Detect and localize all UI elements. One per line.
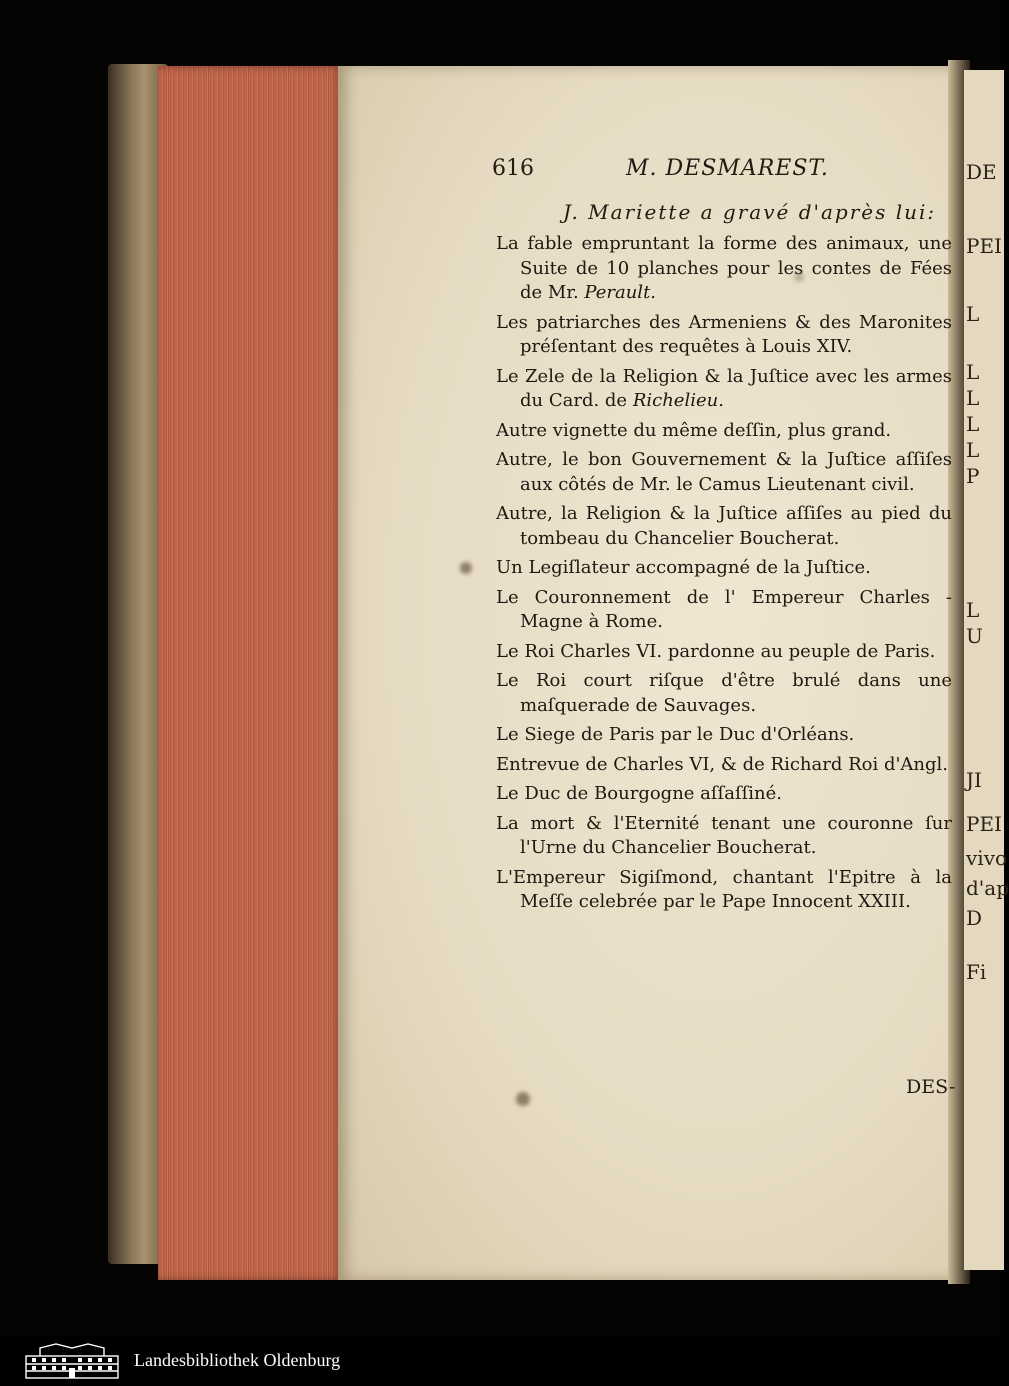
- engraving-entry: [496, 419, 952, 444]
- facing-page-text: JI: [966, 768, 982, 792]
- entry-text: Autre vignette du même deſſin, plus grand.: [496, 419, 892, 441]
- facing-page-text: L: [966, 360, 980, 384]
- entry-italic-name: Richelieu.: [632, 390, 724, 411]
- entry-text: Les patriarches des Armeniens & des Maronites préſentant des requêtes à Louis XIV.: [496, 311, 952, 357]
- engraving-entry: [496, 365, 952, 414]
- engraving-entry: [496, 556, 952, 581]
- page-number: 616: [492, 156, 534, 181]
- entry-text: Un Legiſlateur accompagné de la Juſtice.: [496, 557, 871, 578]
- entry-text: Le Siege de Paris par le Duc d'Orléans.: [496, 724, 855, 745]
- entry-text: Le Zele de la Religion & la Juſtice avec les armes du Card. de: [496, 365, 952, 411]
- entry-text: Le Duc de Bourgogne aſſaſſiné.: [496, 783, 782, 804]
- entry-text: La mort & l'Eternité tenant une couronne ſur l'Urne du Chancelier Boucherat.: [496, 812, 952, 858]
- facing-page-text: L: [966, 386, 980, 410]
- engraving-entry: [496, 311, 952, 360]
- entry-italic-name: Perault.: [584, 282, 657, 303]
- catchword: DES-: [906, 1076, 956, 1098]
- engraving-entry: [496, 232, 952, 306]
- entry-text: Entrevue de Charles VI, & de Richard Roi d'Angl.: [496, 753, 949, 775]
- facing-page-text: PEI: [966, 812, 1002, 836]
- footer-bar: [0, 1336, 1000, 1386]
- entry-text: La fable empruntant la forme des animaux, une Suite de 10 planches pour les contes de Fées de Mr.: [496, 233, 952, 303]
- engraving-entry: [496, 502, 952, 551]
- facing-page-text: L: [966, 598, 980, 622]
- facing-page-text: d'ap: [966, 876, 1009, 900]
- facing-page-text: Fi: [966, 960, 987, 984]
- entry-text: Le Roi court riſque d'être brulé dans une maſquerade de Sauvages.: [496, 670, 952, 716]
- running-head: M. DESMAREST.: [626, 156, 829, 181]
- entry-text: Autre, la Religion & la Juſtice aſſiſes au pied du tombeau du Chancelier Boucherat.: [496, 503, 952, 549]
- engraving-entry: [496, 669, 952, 718]
- facing-page-text: P: [966, 464, 980, 488]
- facing-page-text: U: [966, 624, 983, 648]
- facing-page-fragment: [964, 70, 1009, 1270]
- library-name: Landesbibliothek Oldenburg: [134, 1350, 341, 1370]
- library-building-icon: [20, 1342, 124, 1380]
- engraving-entry: [496, 723, 952, 748]
- facing-page-text: D: [966, 906, 983, 930]
- page-edges: [158, 66, 344, 1280]
- facing-page-text: L: [966, 412, 980, 436]
- engraving-entry: [496, 866, 952, 915]
- facing-page-text: DE: [966, 160, 997, 184]
- engraving-entry: [496, 812, 952, 861]
- foxing-spot: [516, 1092, 530, 1106]
- engraving-entry: [496, 586, 952, 635]
- engraving-entry: [496, 640, 952, 665]
- facing-page-text: PEI: [966, 234, 1002, 258]
- engraving-entry: [496, 782, 952, 807]
- foxing-spot: [460, 562, 472, 574]
- engraving-entry: [496, 753, 952, 778]
- page-header: [492, 156, 952, 188]
- engraving-list: [496, 232, 952, 920]
- facing-page-text: L: [966, 302, 980, 326]
- facing-page-text: vivo: [966, 846, 1008, 870]
- entry-text: Le Couronnement de l' Empereur Charles - Magne à Rome.: [496, 586, 952, 632]
- section-subheading: J. Mariette a gravé d'après lui:: [563, 200, 937, 224]
- facing-page-text: L: [966, 438, 980, 462]
- entry-text: Le Roi Charles VI. pardonne au peuple de Paris.: [496, 640, 936, 662]
- entry-text: Autre, le bon Gouvernement & la Juſtice aſſiſes aux côtés de Mr. le Camus Lieutenant civil.: [496, 449, 952, 495]
- engraving-entry: [496, 448, 952, 497]
- entry-text: L'Empereur Sigiſmond, chantant l'Epitre à la Meſſe celebrée par le Pape Innocent XXIII.: [496, 866, 952, 912]
